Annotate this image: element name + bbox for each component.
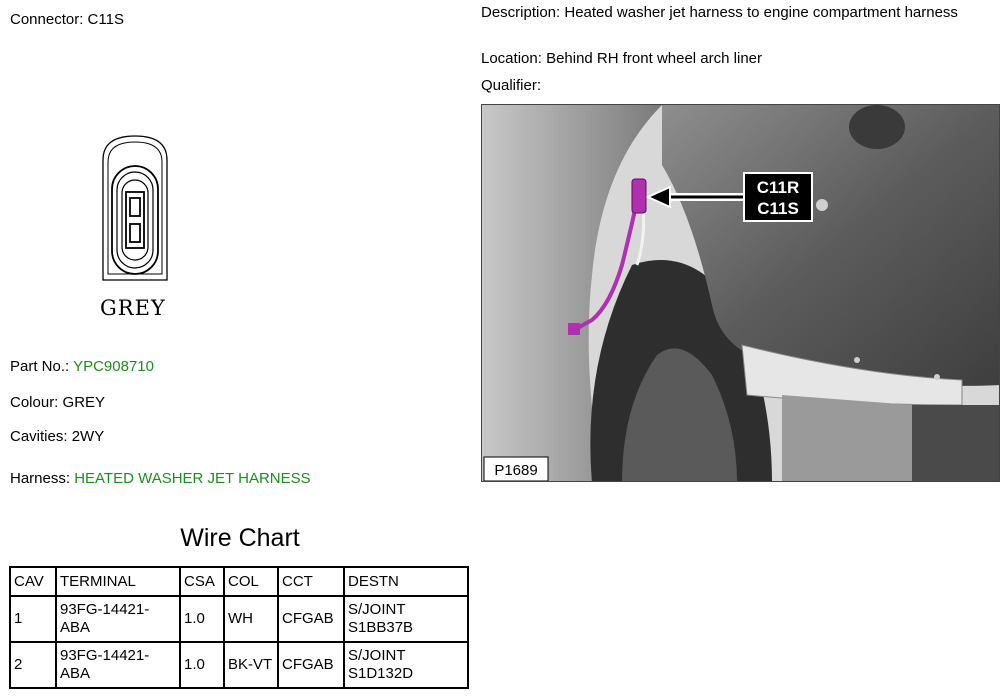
connector-colour-caption: GREY [100,296,166,320]
qualifier-row [481,77,541,94]
lower-components [912,405,1000,482]
header-terminal: TERMINAL [56,567,180,596]
connector-title-label: Connector: [10,11,84,28]
wire-chart-table [9,566,469,689]
colour-label: Colour: [10,394,59,411]
harness-row [10,470,311,487]
location-row [481,50,762,67]
header-csa: CSA [180,567,224,596]
clip [816,199,828,211]
table-header-row [10,567,468,596]
cell-cav: 2 [10,642,56,688]
location-value: Behind RH front wheel arch liner [546,50,763,67]
colour-row [10,394,105,411]
cavities-value: 2WY [71,428,105,445]
location-photo [481,104,1000,482]
figure-id: P1689 [494,462,538,479]
description-row [481,4,1001,22]
cell-destn: S/JOINT S1BB37B [344,596,468,642]
description-label: Description: [481,4,561,21]
description-value: Heated washer jet harness to engine compartment harness [564,4,958,21]
part-number-link[interactable]: YPC908710 [73,358,154,375]
cell-terminal: 93FG-14421-ABA [56,596,180,642]
screw [934,374,940,380]
body-hole [849,105,905,149]
cavities-row [10,428,104,445]
colour-value: GREY [62,394,106,411]
table-row [10,596,468,642]
header-cct: CCT [278,567,344,596]
table-row [10,642,468,688]
harness-label: Harness: [10,470,71,487]
wire-chart-title: Wire Chart [180,524,300,552]
location-label: Location: [481,50,542,67]
connector-title [10,11,124,28]
qualifier-label: Qualifier: [481,77,542,94]
cell-cct: CFGAB [278,596,344,642]
screw [854,357,860,363]
callout-line2: C11S [757,199,799,218]
lower-structure [782,395,912,482]
cell-csa: 1.0 [180,642,224,688]
cell-terminal: 93FG-14421-ABA [56,642,180,688]
cell-col: BK-VT [224,642,278,688]
location-photo-illustration [482,105,1000,482]
part-number-row [10,358,154,375]
connector-face-drawing [93,132,177,290]
header-col: COL [224,567,278,596]
cell-destn: S/JOINT S1D132D [344,642,468,688]
cavities-label: Cavities: [10,428,68,445]
cell-cav: 1 [10,596,56,642]
harness-clip [568,323,580,335]
harness-link[interactable]: HEATED WASHER JET HARNESS [74,470,311,487]
cell-col: WH [224,596,278,642]
cell-cct: CFGAB [278,642,344,688]
connector-c11s [632,179,646,213]
part-number-label: Part No.: [10,358,70,375]
cell-csa: 1.0 [180,596,224,642]
header-cav: CAV [10,567,56,596]
connector-title-value: C11S [87,11,124,28]
callout-line1: C11R [756,178,800,197]
header-destn: DESTN [344,567,468,596]
